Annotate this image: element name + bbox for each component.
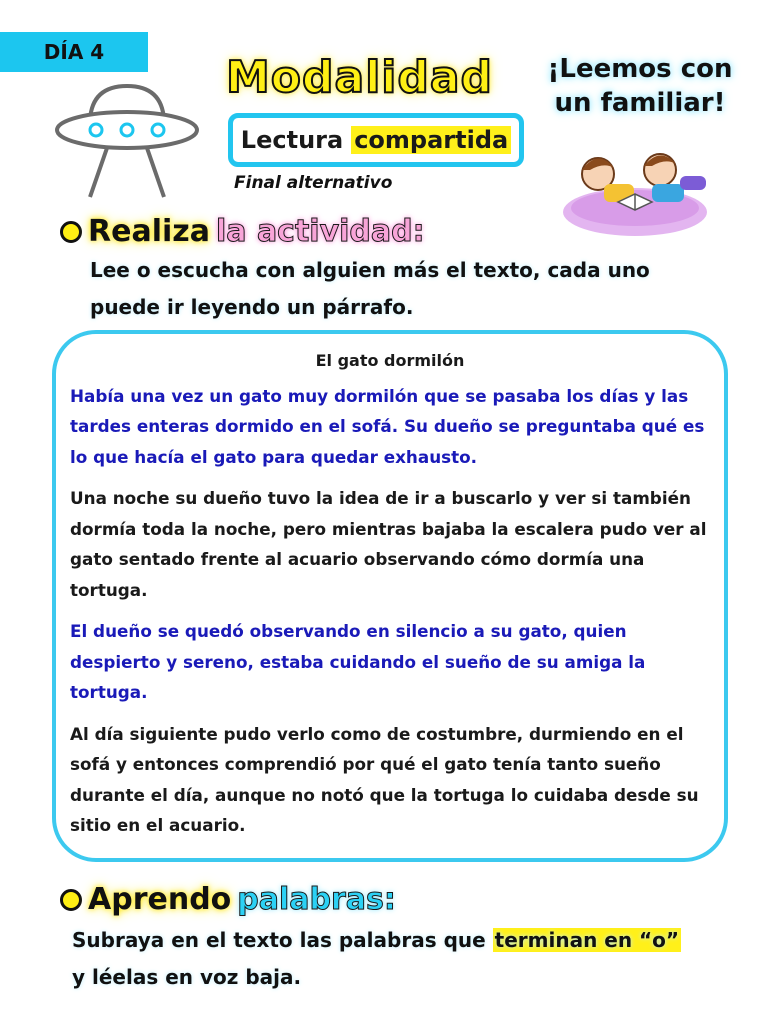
reading-family-line1: ¡Leemos con xyxy=(547,54,733,84)
words-heading-word1: Aprendo xyxy=(88,882,232,917)
page-title: Modalidad xyxy=(226,52,494,103)
activity-heading-word2: la actividad: xyxy=(215,214,425,249)
activity-line1: Lee o escucha con alguien más el texto, cada uno xyxy=(90,258,650,282)
words-line1 xyxy=(72,922,681,959)
words-instructions xyxy=(72,922,681,996)
activity-heading-word1: Realiza xyxy=(88,214,210,249)
modality-word-lectura: Lectura xyxy=(240,126,344,154)
kids-reading-icon xyxy=(560,140,710,240)
day-badge: DÍA 4 xyxy=(0,32,148,72)
words-heading-word2: palabras: xyxy=(237,882,396,917)
bullet-circle-icon xyxy=(60,221,82,243)
words-heading xyxy=(60,882,396,917)
modality-box xyxy=(228,113,524,167)
story-paragraph-1: Había una vez un gato muy dormilón que se pasaba los días y las tardes enteras dormido en el sofá. Su dueño se preguntaba qué es lo que hacía el gato para quedar exhausto. xyxy=(70,385,705,467)
reading-family-label xyxy=(540,52,740,120)
words-line1-start: Subraya en el texto las palabras que xyxy=(72,928,486,952)
story-title: El gato dormilón xyxy=(315,351,465,370)
modality-word-compartida: compartida xyxy=(351,126,511,154)
reading-family-line2: un familiar! xyxy=(554,88,726,118)
words-line2: y léelas en voz baja. xyxy=(72,965,302,989)
story-paragraph-2: Una noche su dueño tuvo la idea de ir a buscarlo y ver si también dormía toda la noche, pero mientras bajaba la escalera pudo ver al gato sentado frente al acuario observando cómo dormía una tortuga. xyxy=(70,488,707,600)
story-box xyxy=(52,330,728,862)
activity-heading xyxy=(60,214,425,249)
ufo-icon xyxy=(52,82,202,202)
modality-subtitle: Final alternativo xyxy=(234,173,393,193)
story-paragraph-4: Al día siguiente pudo verlo como de costumbre, durmiendo en el sofá y entonces comprendió por qué el gato tenía tanto sueño durante el día, aunque no notó que la tortuga lo cuidaba desde su sitio en el acuario. xyxy=(70,723,699,835)
bullet-circle-icon xyxy=(60,889,82,911)
activity-line2: puede ir leyendo un párrafo. xyxy=(90,295,414,319)
story-paragraph-3: El dueño se quedó observando en silencio a su gato, quien despierto y sereno, estaba cuidando el sueño de su amiga la tortuga. xyxy=(70,621,646,702)
words-line1-highlight: terminan en “o” xyxy=(494,928,680,952)
activity-instructions xyxy=(90,252,650,326)
